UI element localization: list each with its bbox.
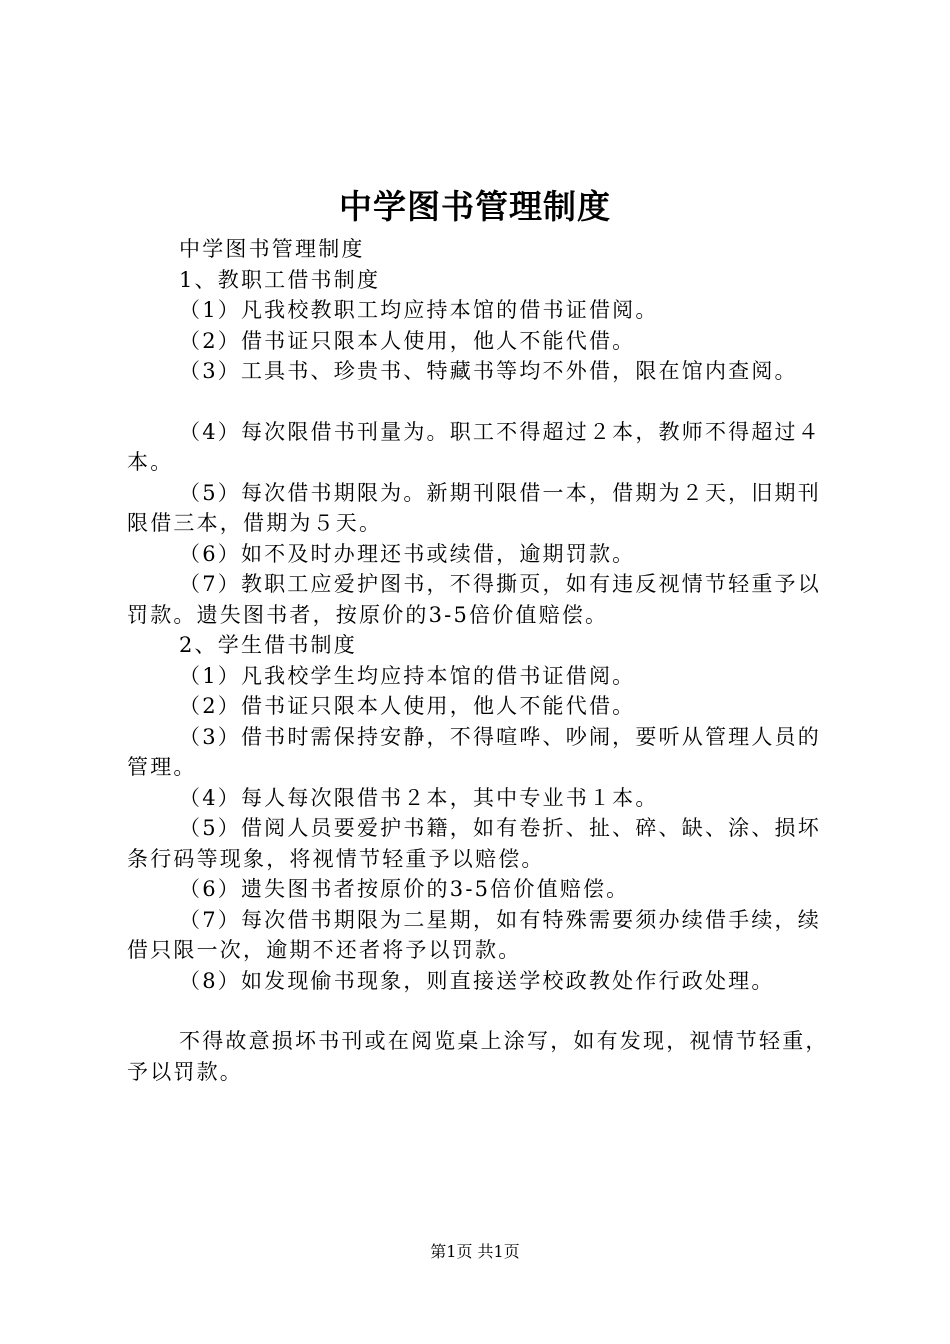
student-rule-4: （4）每人每次限借书２本，其中专业书１本。 (179, 785, 659, 810)
section-heading-student: 2、学生借书制度 (179, 633, 357, 657)
page-number: 第1页 共1页 (430, 1242, 520, 1261)
document-title: 中学图书管理制度 (339, 187, 611, 226)
staff-rule-3: （3）工具书、珍贵书、特藏书等均不外借，限在馆内查阅。 (179, 359, 798, 383)
section-heading-staff: 1、教职工借书制度 (179, 267, 381, 292)
student-rule-7: （7）每次借书期限为二星期，如有特殊需要须办续借手续，续借只限一次，逾期不还者将予以罚款。 (127, 907, 821, 962)
staff-rule-7: （7）教职工应爱护图书，不得撕页，如有违反视情节轻重予以罚款。遗失图书者，按原价的3-5倍价值赔偿。 (127, 572, 821, 627)
paragraph-subtitle: 中学图书管理制度 (179, 237, 365, 261)
staff-rule-1: （1）凡我校教职工均应持本馆的借书证借阅。 (179, 298, 659, 322)
student-rule-6: （6）遗失图书者按原价的3-5倍价值赔偿。 (179, 877, 630, 901)
closing-paragraph: 不得故意损坏书刊或在阅览桌上涂写，如有发现，视情节轻重，予以罚款。 (127, 1029, 829, 1084)
student-rule-1: （1）凡我校学生均应持本馆的借书证借阅。 (179, 663, 636, 688)
student-rule-2: （2）借书证只限本人使用，他人不能代借。 (179, 694, 636, 718)
student-rule-3: （3）借书时需保持安静，不得喧哗、吵闹，要听从管理人员的管理。 (127, 724, 821, 779)
staff-rule-4: （4）每次限借书刊量为。职工不得超过２本，教师不得超过４本。 (127, 419, 821, 474)
paragraph-gap (127, 387, 839, 417)
staff-rule-5: （5）每次借书期限为。新期刊限借一本，借期为２天，旧期刊限借三本，借期为５天。 (127, 480, 821, 535)
staff-rule-6: （6）如不及时办理还书或续借，逾期罚款。 (179, 541, 636, 566)
student-rule-8: （8）如发现偷书现象，则直接送学校政教处作行政处理。 (179, 968, 775, 993)
student-rule-5: （5）借阅人员要爱护书籍，如有卷折、扯、碎、缺、涂、损坏条行码等现象，将视情节轻重予以赔偿。 (127, 816, 821, 871)
paragraph-gap (127, 996, 839, 1026)
staff-rule-2: （2）借书证只限本人使用，他人不能代借。 (179, 328, 636, 353)
document-body (127, 234, 839, 1087)
